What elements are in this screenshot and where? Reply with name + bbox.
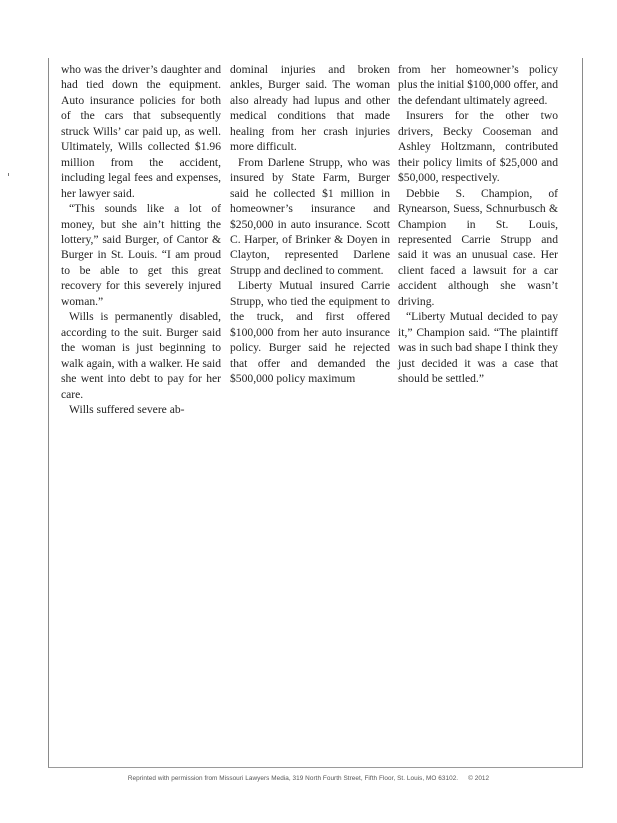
article-column-2 (230, 62, 390, 387)
paragraph: dominal injuries and broken ankles, Burger said. The woman also already had lupus and other medical conditions that made healing from her crash injuries more difficult. (230, 63, 390, 154)
reprint-notice: Reprinted with permission from Missouri Lawyers Media, 319 North Fourth Street, Fifth Floor, St. Louis, MO 63102. (127, 775, 459, 782)
article-column-1 (61, 62, 221, 417)
scan-mark (8, 173, 9, 176)
paragraph: from her homeowner’s policy plus the initial $100,000 offer, and the defendant ultimately agreed. (398, 63, 558, 107)
article-column-3 (398, 62, 558, 387)
paragraph: “This sounds like a lot of money, but she ain’t hitting the lottery,” said Burger, of Cantor & Burger in St. Louis. “I am proud to be able to get this great recovery for this severely injured woman.” (61, 202, 221, 308)
paragraph: who was the driver’s daughter and had tied down the equipment. Auto insurance policies for both of the cars that subsequently struck Wills’ car paid up, as well. Ultimately, Wills collected $1.96 million from the accident, including legal fees and expenses, her lawyer said. (61, 63, 221, 200)
paragraph: Liberty Mutual insured Carrie Strupp, who tied the equipment to the truck, and first offered $100,000 from her auto insurance policy. Burger said he rejected that offer and demanded the $500,000 policy maximum (230, 279, 390, 386)
paragraph: Debbie S. Champion, of Rynearson, Suess, Schnurbusch & Champion in St. Louis, represented Carrie Strupp and said it was an unusual case. Her client faced a lawsuit for a car accident although she wasn’t driving. (398, 186, 558, 308)
paragraph: From Darlene Strupp, who was insured by State Farm, Burger said he collected $1 million in homeowner’s insurance and $250,000 in auto insurance. Scott C. Harper, of Brinker & Doyen in Clayton, represented Darlene Strupp and declined to comment. (230, 155, 390, 277)
reprint-footer (0, 775, 617, 782)
paragraph: Insurers for the other two drivers, Becky Cooseman and Ashley Holtzmann, contributed their policy limits of $25,000 and $50,000, respectively. (398, 109, 558, 185)
paragraph: Wills is permanently disabled, according to the suit. Burger said the woman is just beginning to walk again, with a walker. He said she went into debt to pay for her care. (61, 310, 221, 401)
paragraph: Wills suffered severe ab- (69, 402, 185, 416)
paragraph: “Liberty Mutual decided to pay it,” Champion said. “The plaintiff was in such bad shape I think they just decided it was a case that should be settled.” (398, 310, 558, 386)
copyright-notice: © 2012 (468, 775, 490, 782)
